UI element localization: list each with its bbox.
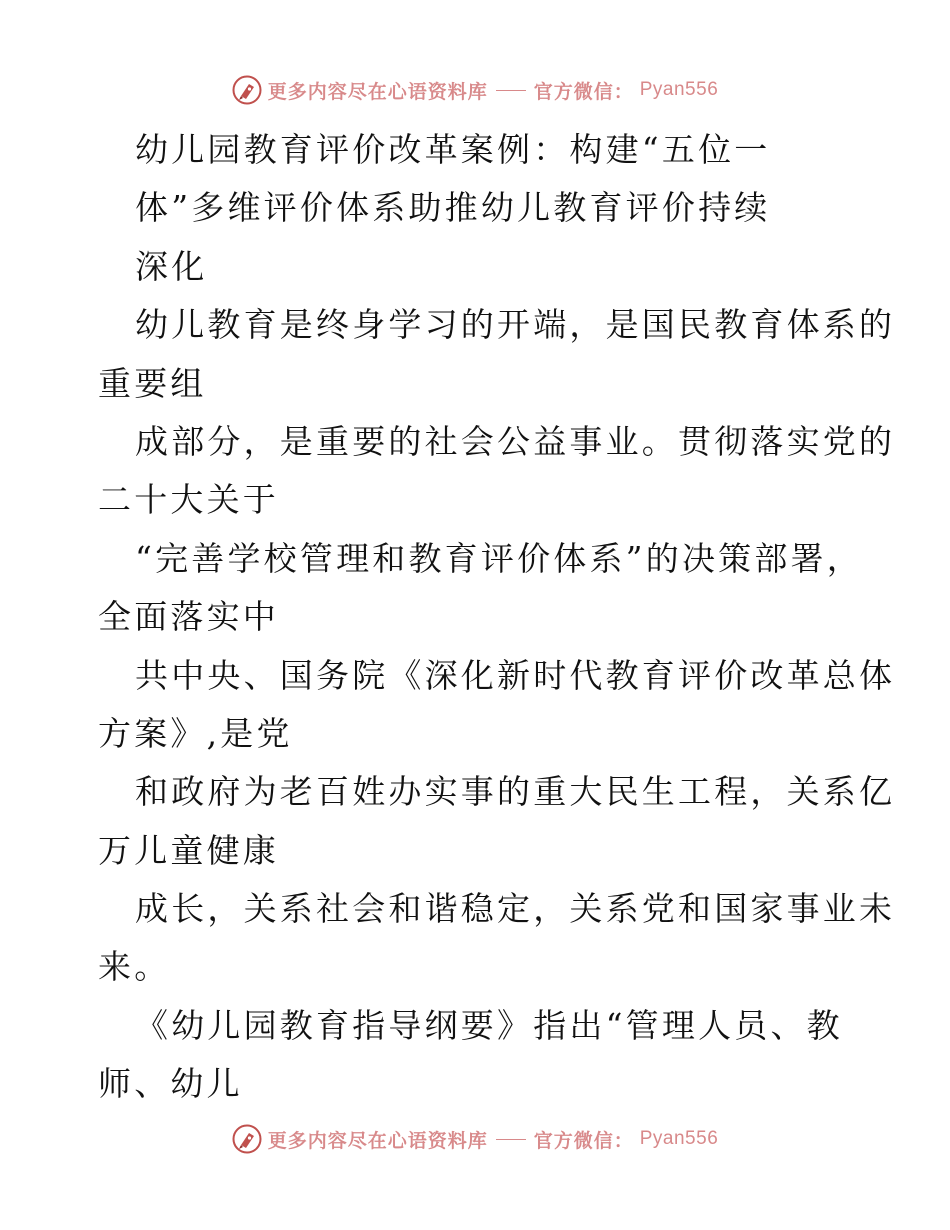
document-paragraph	[98, 296, 896, 1113]
body-line: 万儿童健康	[98, 830, 279, 870]
watermark-text: 更多内容尽在心语资料库	[267, 80, 488, 103]
watermark-label: 官方微信：	[533, 80, 634, 103]
watermark-wechat-id: Pyan556	[639, 79, 719, 100]
document-title	[98, 121, 858, 296]
body-line: 全面落实中	[98, 597, 279, 637]
pen-nib-icon	[232, 75, 262, 105]
body-line: 来。	[98, 947, 171, 987]
header-watermark	[0, 72, 950, 108]
watermark-separator	[496, 90, 526, 91]
body-line: 重要组	[98, 363, 207, 403]
title-line: 幼儿园教育评价改革案例：构建“五位一	[135, 130, 771, 169]
body-line: 方案》,是党	[98, 713, 293, 753]
body-line: 幼儿教育是终身学习的开端，是国民教育体系的	[135, 305, 896, 345]
body-line: 共中央、国务院《深化新时代教育评价改革总体	[135, 655, 896, 695]
title-line: 深化	[135, 246, 208, 286]
body-line: “完善学校管理和教育评价体系”的决策部署，	[135, 538, 863, 578]
body-line: 师、幼儿	[98, 1064, 243, 1104]
watermark-label: 官方微信：	[533, 1129, 634, 1152]
watermark-separator	[496, 1139, 526, 1140]
watermark-wechat-id: Pyan556	[639, 1128, 719, 1149]
body-line: 成长，关系社会和谐稳定，关系党和国家事业未	[135, 889, 896, 929]
body-line: 二十大关于	[98, 480, 279, 520]
footer-watermark	[0, 1121, 950, 1157]
body-line: 成部分，是重要的社会公益事业。贯彻落实党的	[135, 421, 896, 461]
title-line: 体”多维评价体系助推幼儿教育评价持续	[135, 188, 771, 228]
document-body	[98, 121, 896, 1114]
pen-nib-icon	[232, 1124, 262, 1154]
body-line: 和政府为老百姓办实事的重大民生工程，关系亿	[135, 772, 896, 812]
watermark-text: 更多内容尽在心语资料库	[267, 1129, 488, 1152]
body-line: 《幼儿园教育指导纲要》指出“管理人员、教	[135, 1005, 843, 1045]
